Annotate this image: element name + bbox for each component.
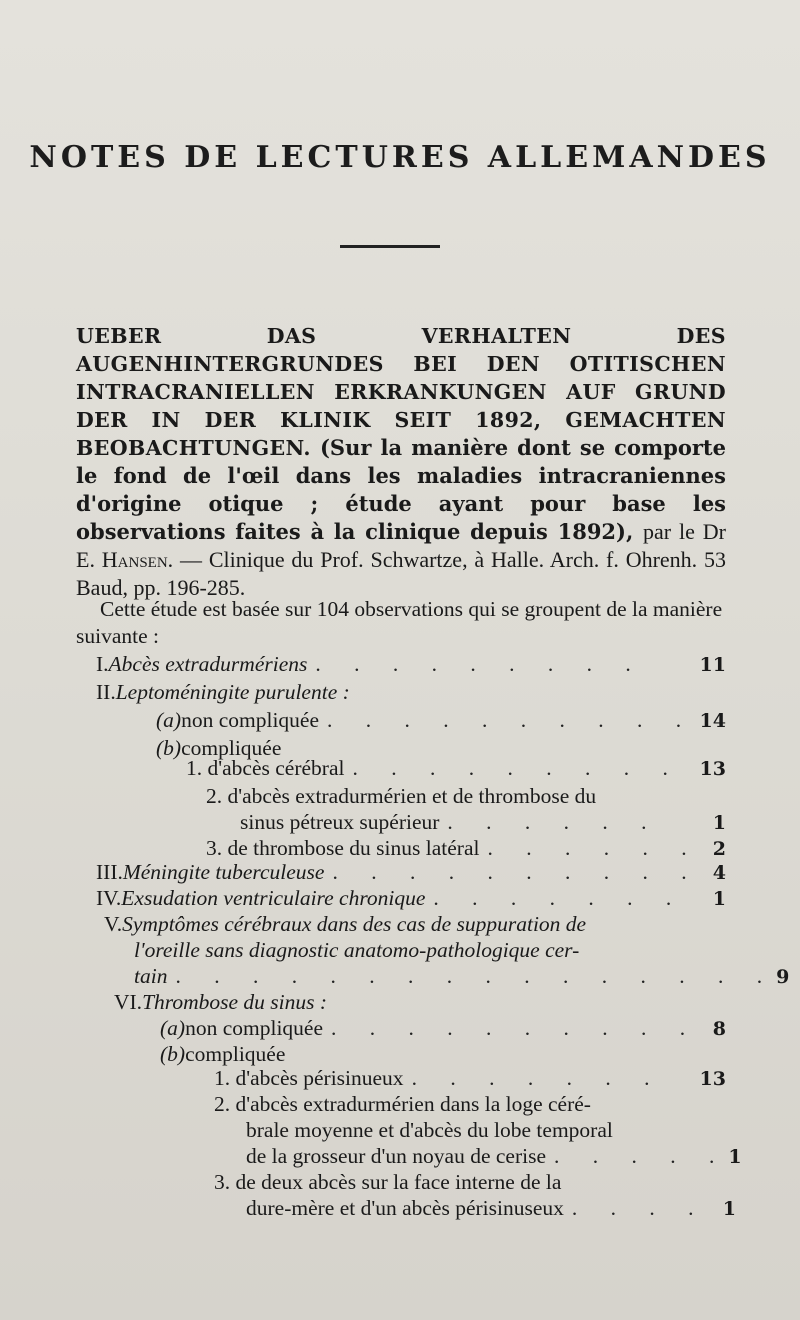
heading-par: par (643, 519, 672, 544)
entry-text: Thrombose du sinus : (142, 990, 328, 1014)
entry-count: 1 (712, 812, 726, 834)
entry-text: sinus pétreux supérieur (240, 810, 440, 834)
list-item: tain . . . . . . . . . . . . . . . . 9 (134, 962, 726, 990)
list-item (214, 1168, 726, 1196)
list-item: III. Méningite tuberculeuse . . . . . . . . . . 4 (96, 858, 726, 886)
list-item (214, 1090, 726, 1118)
entry-text: brale moyenne et d'abcès du lobe temporal (246, 1118, 613, 1142)
entry-text: Méningite tuberculeuse (122, 860, 325, 884)
list-item: VI. Thrombose du sinus : (114, 990, 328, 1014)
list-item: de la grosseur d'un noyau de cerise . . . . . 1 (246, 1142, 726, 1170)
entry-count: 13 (699, 758, 726, 780)
heading-translation: (Sur la manière dont se comporte le fond de l'œil dans les maladies intracraniennes d'origine otique ; étude ayant pour base les observations faites à la clinique depuis 1892), (76, 435, 726, 544)
list-item: I. Abcès extradurmériens . . . . . . . . . 11 (96, 650, 726, 678)
entry-text: 3. de deux abcès sur la face interne de la (214, 1170, 562, 1194)
entry-count: 2 (712, 838, 726, 860)
list-item (206, 782, 726, 810)
heading-citation: . — Clinique du Prof. Schwartze, à Halle. Arch. f. Ohrenh. 53 Baud, pp. 196-285. (76, 547, 726, 600)
list-item: V. Symptômes cérébraux dans des cas de suppuration de (104, 912, 587, 936)
heading-author-name: Hansen (101, 547, 168, 572)
entry-text: de la grosseur d'un noyau de cerise (246, 1144, 546, 1168)
title-rule (340, 245, 440, 248)
entry-text: 3. de thrombose du sinus latéral (206, 836, 480, 860)
list-item: (a) non compliquée . . . . . . . . . . 14 (156, 706, 726, 734)
entry-count: 1 (728, 1146, 742, 1168)
list-item: (b) compliquée (160, 1042, 286, 1066)
page-title: NOTES DE LECTURES ALLEMANDES (29, 140, 771, 175)
heading-german-title: UEBER DAS VERHALTEN DES AUGENHINTERGRUNDES BEI DEN OTITISCHEN INTRACRANIELLEN ERKRANKUNGEN AUF GRUND DER IN DER KLINIK SEIT 1892, GEMACHTEN BEOBACHTUNGEN. (76, 324, 726, 460)
entry-text: 1. d'abcès cérébral (186, 756, 345, 780)
entry-count: 4 (712, 862, 726, 884)
entry-text: Abcès extradurmériens (108, 652, 308, 676)
entry-text: tain (134, 964, 168, 988)
entry-count: 13 (699, 1068, 726, 1090)
entry-text: Exsudation ventriculaire chronique (121, 886, 426, 910)
list-item (134, 936, 726, 964)
entry-count: 1 (722, 1198, 736, 1220)
entry-count: 8 (712, 1018, 726, 1040)
list-item: 3. de thrombose du sinus latéral . . . . . . 2 (206, 834, 726, 862)
entry-text: Symptômes cérébraux dans des cas de suppuration de (122, 912, 587, 936)
entry-text: compliquée (185, 1042, 286, 1066)
entry-text: l'oreille sans diagnostic anatomo-pathologique cer- (134, 938, 580, 962)
list-item: 1. d'abcès cérébral . . . . . . . . . 13 (186, 754, 726, 782)
entry-text: compliquée (181, 736, 282, 760)
entry-text: dure-mère et d'un abcès périsinuseux (246, 1196, 564, 1220)
entry-count: 14 (699, 710, 726, 732)
entry-text: non compliquée (181, 708, 320, 732)
list-item: dure-mère et d'un abcès périsinuseux . . . . 1 (246, 1194, 736, 1222)
entry-text: non compliquée (185, 1016, 324, 1040)
list-item (246, 1116, 726, 1144)
entry-count: 11 (699, 654, 726, 676)
entry-text: 2. d'abcès extradurmérien dans la loge céré- (214, 1092, 591, 1116)
heading-author-prefix: le Dr E. (76, 519, 727, 572)
article-heading (76, 322, 726, 602)
list-item: 1. d'abcès périsinueux . . . . . . . 13 (214, 1064, 726, 1092)
list-item: (a) non compliquée . . . . . . . . . . 8 (160, 1014, 726, 1042)
entry-text: Leptoméningite purulente : (115, 680, 350, 704)
intro-paragraph: Cette étude est basée sur 104 observations qui se groupent de la manière suivante : (76, 597, 723, 648)
list-item: II. Leptoméningite purulente : (96, 680, 350, 704)
list-item: (b) compliquée (156, 736, 282, 760)
list-item: sinus pétreux supérieur . . . . . . 1 (240, 808, 726, 836)
entry-text: 1. d'abcès périsinueux (214, 1066, 404, 1090)
list-item: IV. Exsudation ventriculaire chronique . . . . . . . 1 (96, 884, 726, 912)
entry-text: 2. d'abcès extradurmérien et de thrombose du (206, 784, 597, 808)
entry-count: 9 (776, 966, 790, 988)
entry-count: 1 (712, 888, 726, 910)
